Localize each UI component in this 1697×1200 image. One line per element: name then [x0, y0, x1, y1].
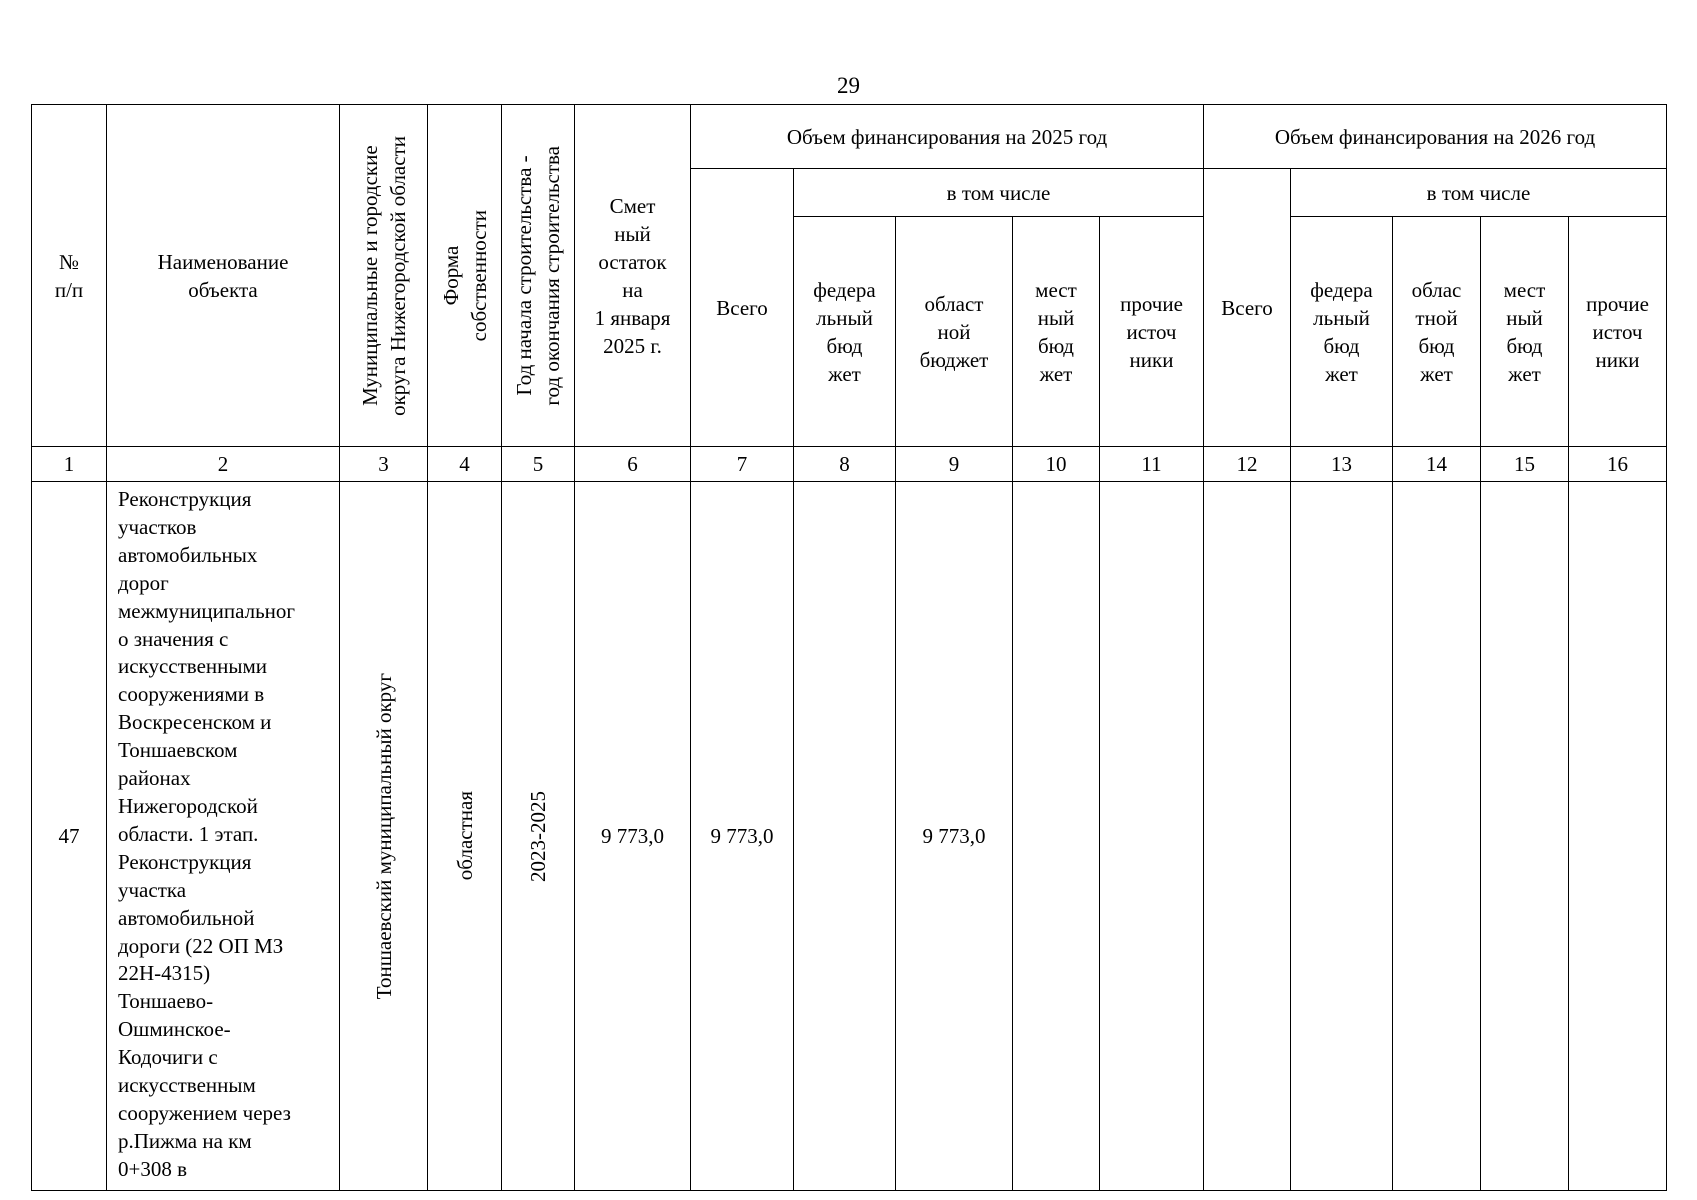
column-number: 5 [502, 447, 575, 482]
local-budget-2025 [1013, 482, 1100, 1191]
header-other-2025: прочие источ ники [1100, 217, 1204, 447]
column-number: 10 [1013, 447, 1100, 482]
header-municipality: Муниципальные и городские округа Нижегородской области [340, 105, 428, 447]
federal-budget-2026 [1291, 482, 1393, 1191]
header-total-2026: Всего [1204, 169, 1291, 447]
column-number: 9 [896, 447, 1013, 482]
header-including-2026: в том числе [1291, 169, 1667, 217]
column-number: 16 [1569, 447, 1667, 482]
header-object-name: Наименование объекта [107, 105, 340, 447]
header-number: № п/п [32, 105, 107, 447]
local-budget-2026 [1481, 482, 1569, 1191]
header-years: Год начала строительства - год окончания строительства [502, 105, 575, 447]
header-local-2026: мест ный бюд жет [1481, 217, 1569, 447]
total-2026 [1204, 482, 1291, 1191]
municipality: Тоншаевский муниципальный округ [340, 482, 428, 1191]
column-number: 6 [575, 447, 691, 482]
regional-budget-2026 [1393, 482, 1481, 1191]
header-remainder: Смет ный остаток на 1 января 2025 г. [575, 105, 691, 447]
ownership-form: областная [428, 482, 502, 1191]
header-local-2025: мест ный бюд жет [1013, 217, 1100, 447]
header-group-2025: Объем финансирования на 2025 год [691, 105, 1204, 169]
header-federal-2025: федера льный бюд жет [794, 217, 896, 447]
other-sources-2025 [1100, 482, 1204, 1191]
other-sources-2026 [1569, 482, 1667, 1191]
page-number: 29 [837, 73, 860, 98]
column-number: 13 [1291, 447, 1393, 482]
column-number: 3 [340, 447, 428, 482]
estimated-remainder: 9 773,0 [575, 482, 691, 1191]
row-number: 47 [32, 482, 107, 1191]
header-total-2025: Всего [691, 169, 794, 447]
header-group-2026: Объем финансирования на 2026 год [1204, 105, 1667, 169]
header-federal-2026: федера льный бюд жет [1291, 217, 1393, 447]
construction-years: 2023-2025 [502, 482, 575, 1191]
column-number: 14 [1393, 447, 1481, 482]
header-regional-2025: област ной бюджет [896, 217, 1013, 447]
federal-budget-2025 [794, 482, 896, 1191]
header-other-2026: прочие источ ники [1569, 217, 1667, 447]
header-regional-2026: облас тной бюд жет [1393, 217, 1481, 447]
column-number: 11 [1100, 447, 1204, 482]
column-number: 8 [794, 447, 896, 482]
header-including-2025: в том числе [794, 169, 1204, 217]
table-row [32, 482, 1667, 1191]
financing-table [31, 104, 1667, 1191]
header-ownership: Форма собственности [428, 105, 502, 447]
column-number-row [32, 447, 1667, 482]
column-number: 1 [32, 447, 107, 482]
column-number: 7 [691, 447, 794, 482]
column-number: 2 [107, 447, 340, 482]
regional-budget-2025: 9 773,0 [896, 482, 1013, 1191]
total-2025: 9 773,0 [691, 482, 794, 1191]
column-number: 4 [428, 447, 502, 482]
object-name: Реконструкция участков автомобильных дорог межмуниципальног о значения с искусственными сооружениями в Воскресенском и Тоншаевском районах Нижегородской области. 1 этап. Реконструкция участка автомобильной дороги (22 ОП МЗ 22Н-4315) Тоншаево- Ошминское- Кодочиги с искусственным сооружением через р.Пижма на км 0+308 в [107, 482, 340, 1191]
column-number: 15 [1481, 447, 1569, 482]
column-number: 12 [1204, 447, 1291, 482]
